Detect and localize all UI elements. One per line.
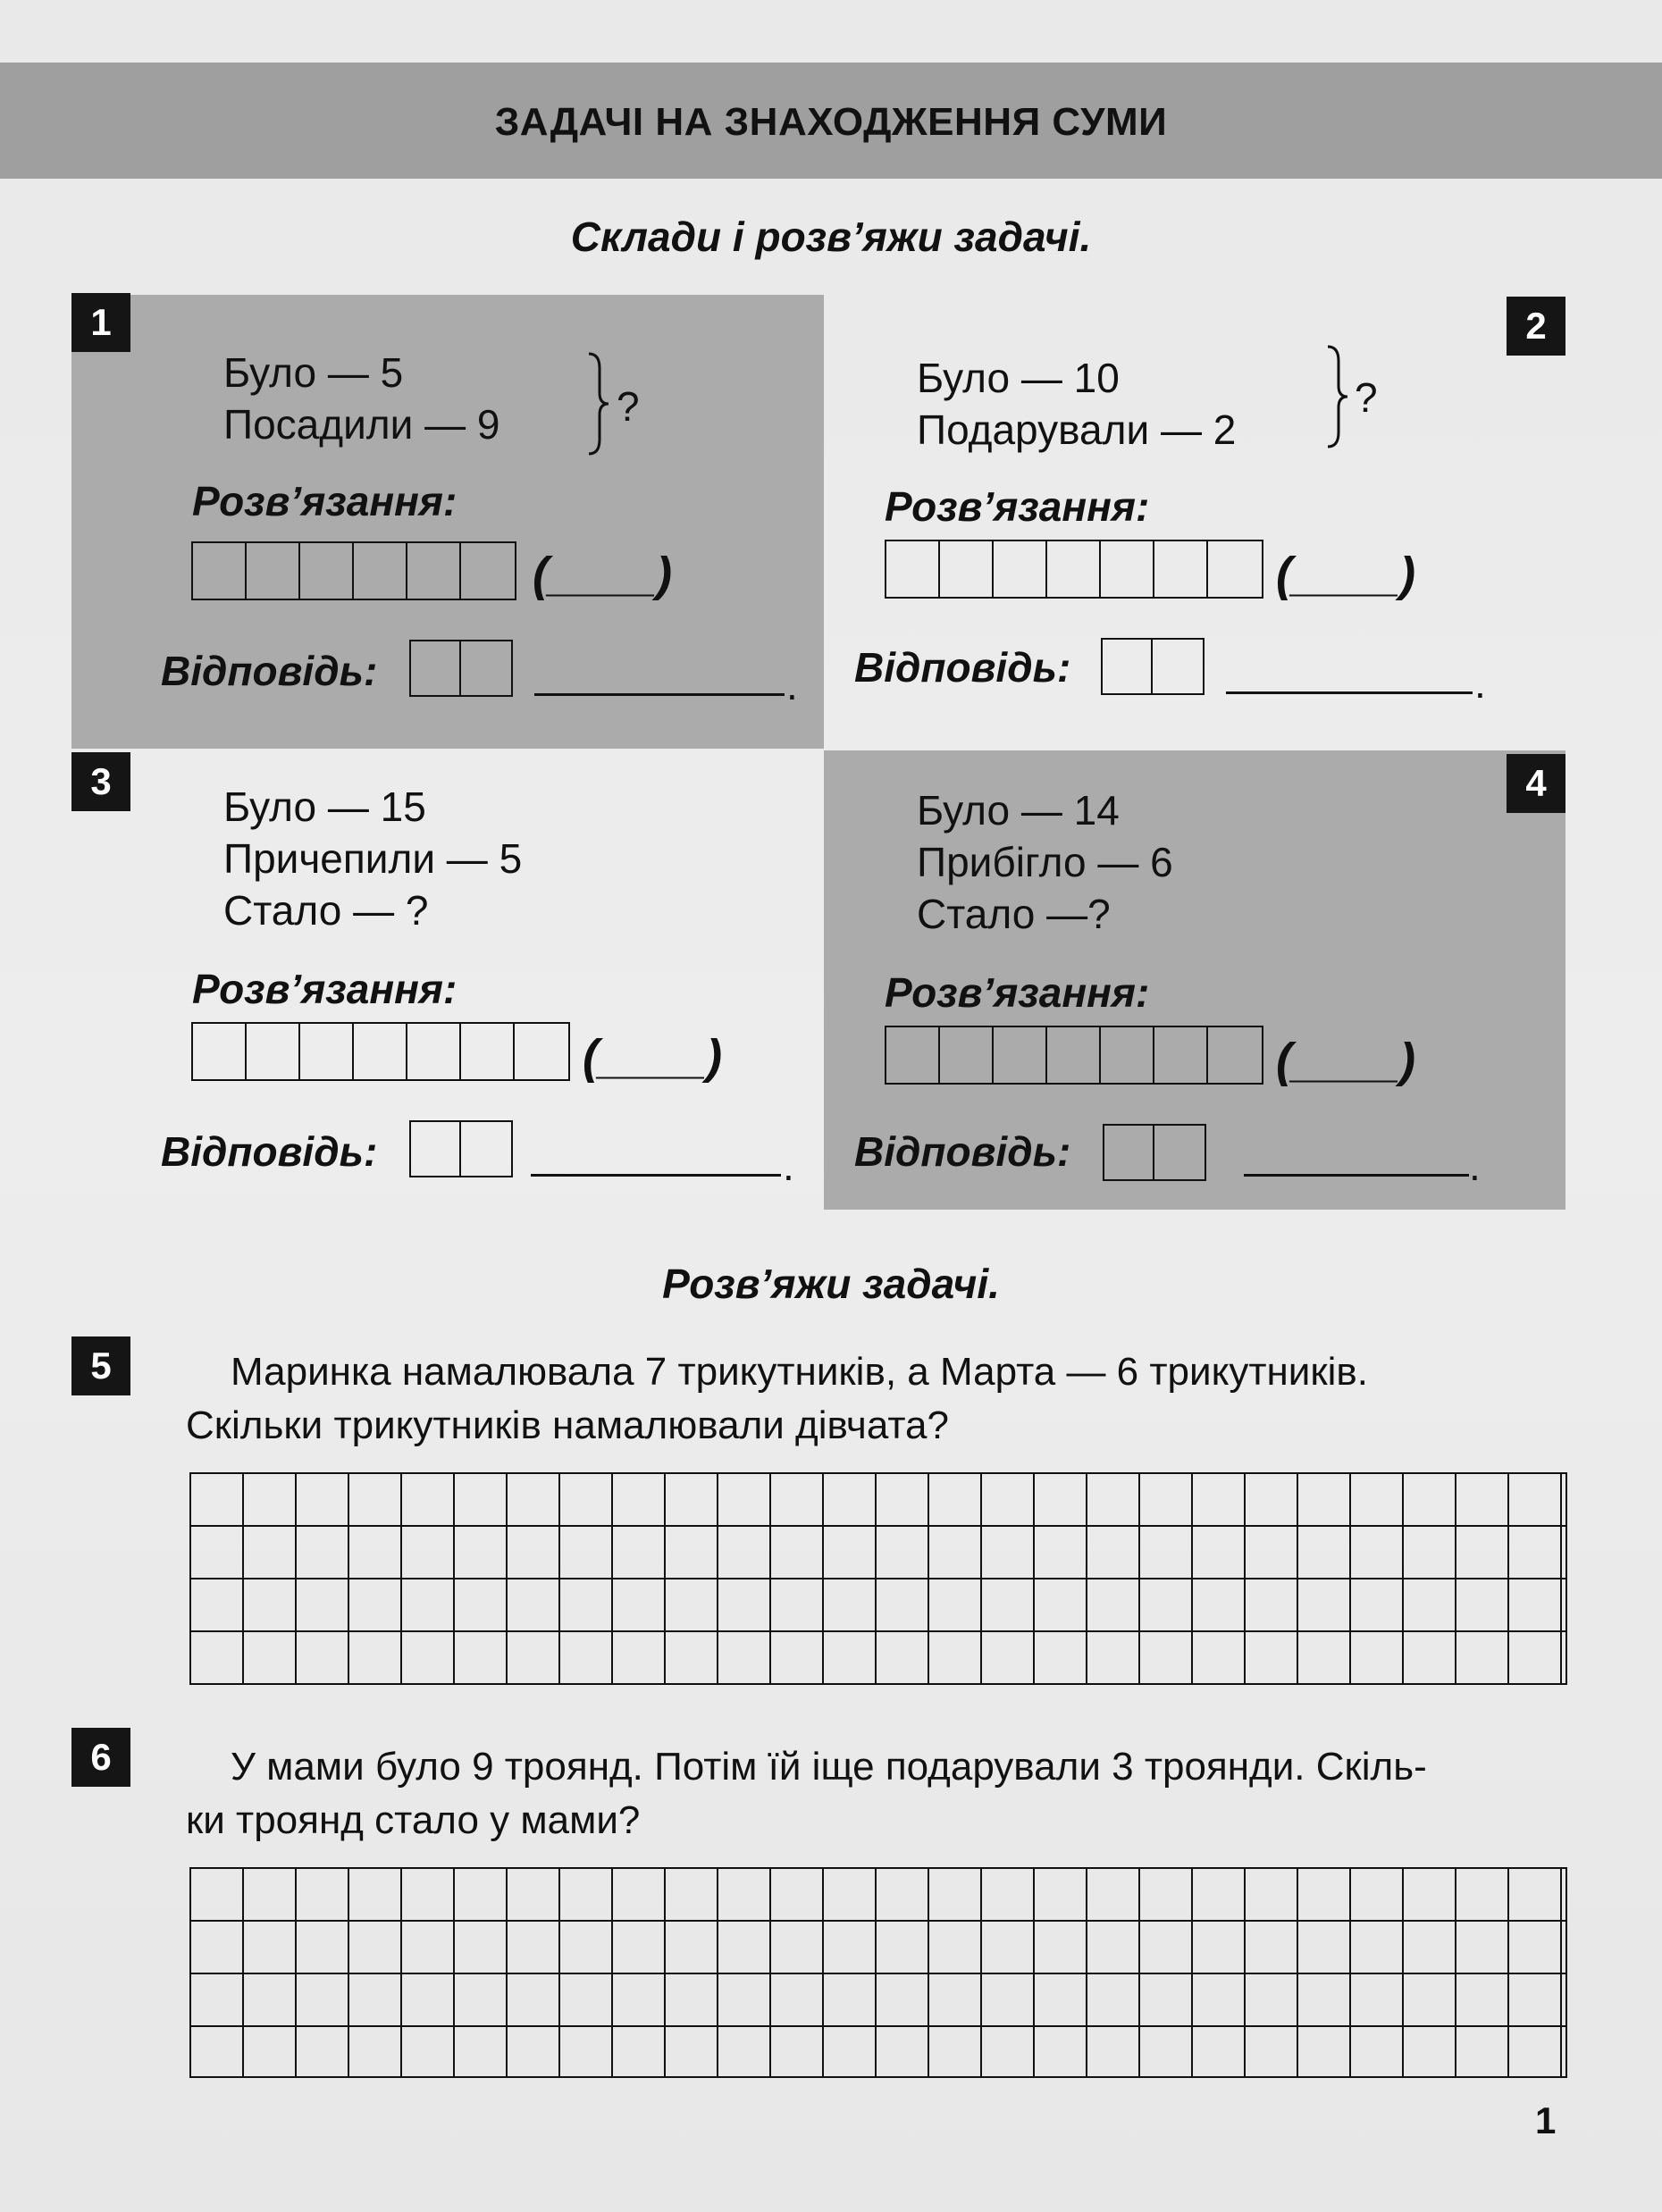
answer-line[interactable] [534, 693, 785, 696]
question-mark: ? [617, 383, 640, 430]
answer-label: Відповідь: [854, 1128, 1071, 1175]
task-number-badge: 3 [71, 752, 130, 811]
task-number-badge: 2 [1507, 297, 1565, 356]
task-3-condition-line: Причепили — 5 [223, 835, 523, 882]
answer-line[interactable] [1226, 691, 1473, 694]
task-number-badge: 5 [71, 1336, 130, 1395]
task-number-badge: 1 [71, 293, 130, 352]
problem-6-text: У мами було 9 троянд. Потім їй іще подарували 3 троянди. Скіль- [231, 1745, 1427, 1789]
curly-brace-icon [1324, 343, 1351, 450]
answer-label: Відповідь: [161, 648, 378, 694]
answer-label: Відповідь: [161, 1128, 378, 1175]
task-number-badge: 4 [1507, 754, 1565, 813]
task-3-condition-line: Було — 15 [223, 783, 426, 830]
solution-boxes[interactable] [191, 1022, 570, 1081]
answer-line[interactable] [531, 1174, 781, 1177]
answer-boxes[interactable] [409, 1120, 513, 1177]
task-number-badge: 6 [71, 1728, 130, 1787]
task-2-condition-line: Подарували — 2 [917, 406, 1237, 453]
solution-label: Розв’язання: [885, 483, 1150, 530]
problem-5-text: Маринка намалювала 7 трикутників, а Марта — 6 трикутників. [231, 1350, 1368, 1394]
page-title: ЗАДАЧІ НА ЗНАХОДЖЕННЯ СУМИ [494, 100, 1168, 144]
curly-brace-icon [585, 350, 612, 457]
solution-boxes[interactable] [885, 540, 1263, 599]
units-blank[interactable]: (____) [533, 548, 673, 601]
task-4-condition-line: Стало —? [917, 891, 1111, 937]
answer-grid[interactable] [189, 1472, 1567, 1685]
answer-grid[interactable] [189, 1867, 1567, 2078]
section-instruction-solve: Розв’яжи задачі. [662, 1261, 1000, 1307]
task-2-condition-line: Було — 10 [917, 355, 1120, 401]
problem-5-text: Скільки трикутників намалювали дівчата? [186, 1403, 949, 1447]
section-instruction-compose: Склади і розв’яжи задачі. [570, 214, 1092, 260]
question-mark: ? [1355, 374, 1378, 421]
task-1-condition-line: Посадили — 9 [223, 401, 500, 448]
task-1-condition-line: Було — 5 [223, 349, 404, 396]
answer-label: Відповідь: [854, 644, 1071, 691]
page-number: 1 [1535, 2099, 1557, 2141]
solution-label: Розв’язання: [885, 969, 1150, 1016]
solution-boxes[interactable] [191, 541, 516, 600]
problem-6-text: ки троянд стало у мами? [186, 1798, 641, 1842]
units-blank[interactable]: (____) [1276, 1034, 1416, 1087]
solution-label: Розв’язання: [192, 478, 457, 524]
task-3-condition-line: Стало — ? [223, 887, 429, 934]
task-4-condition-line: Було — 14 [917, 787, 1120, 834]
answer-boxes[interactable] [409, 640, 513, 697]
solution-label: Розв’язання: [192, 966, 457, 1012]
units-blank[interactable]: (____) [1276, 548, 1416, 601]
task-4-condition-line: Прибігло — 6 [917, 839, 1173, 885]
answer-boxes[interactable] [1101, 638, 1205, 695]
solution-boxes[interactable] [885, 1026, 1263, 1085]
units-blank[interactable]: (____) [583, 1030, 723, 1084]
answer-boxes[interactable] [1103, 1124, 1206, 1181]
answer-line[interactable] [1244, 1174, 1469, 1177]
